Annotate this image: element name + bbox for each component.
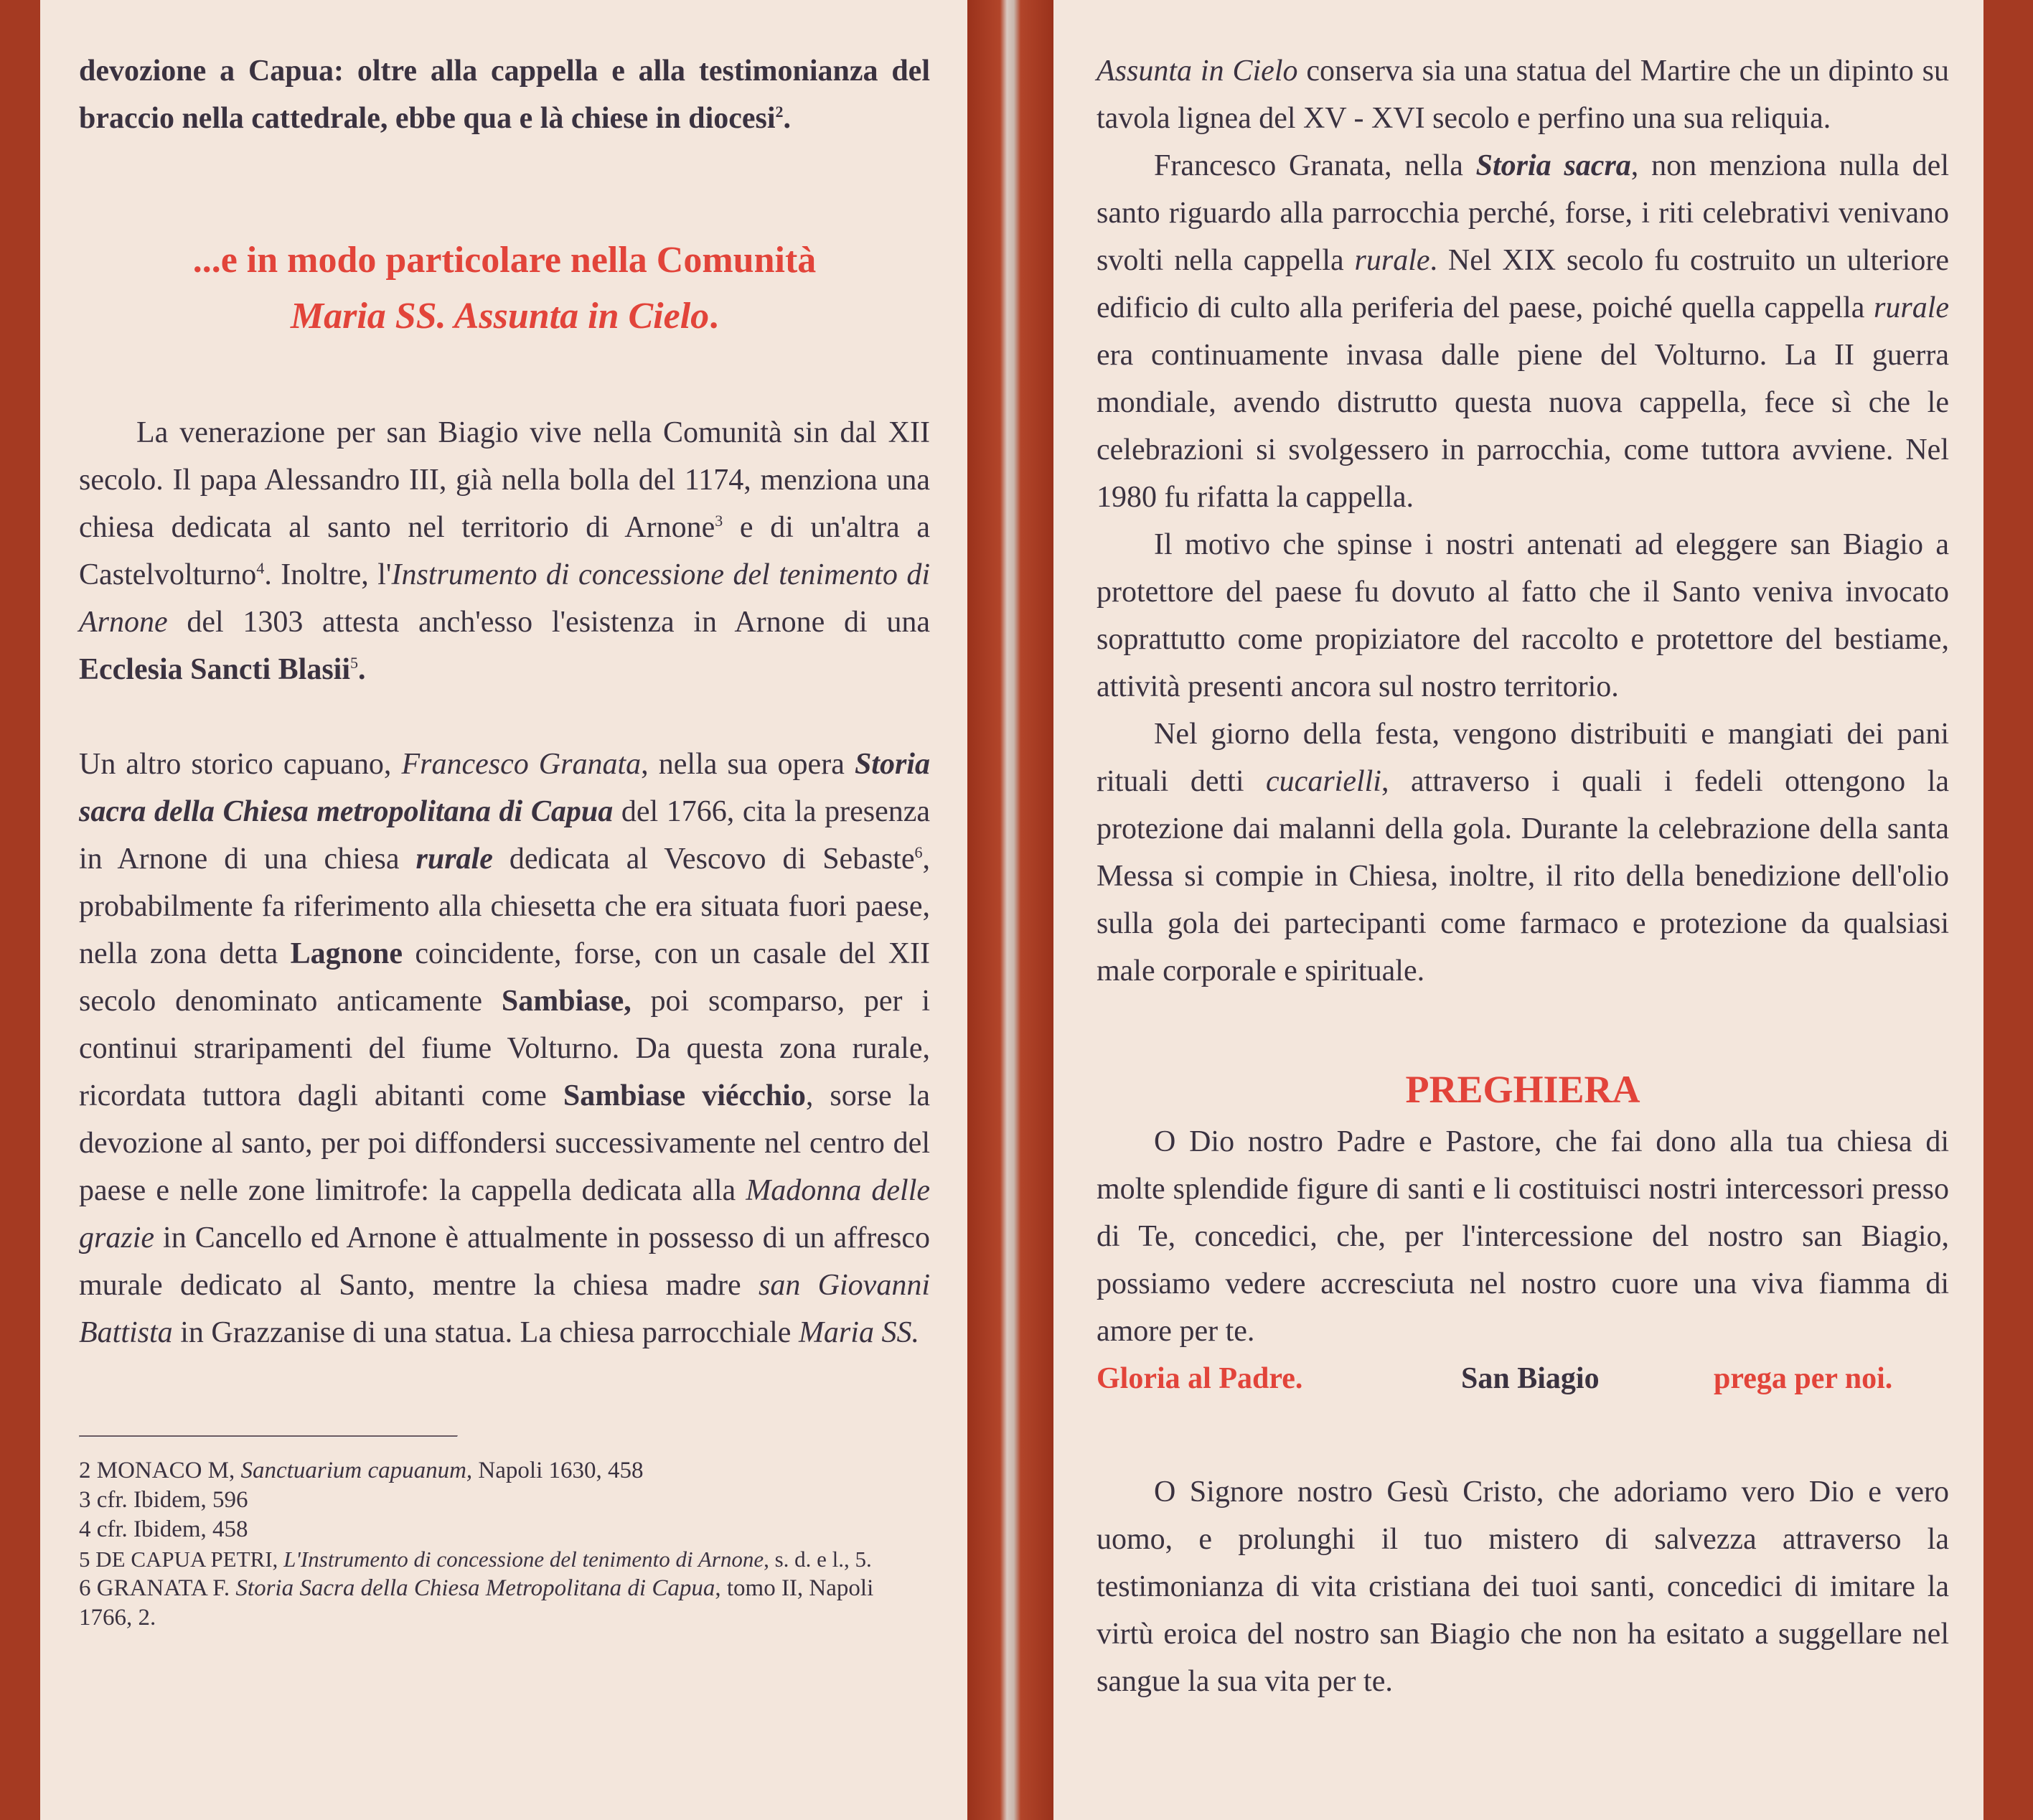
footnote-4: 4 cfr. Ibidem, 458 — [79, 1516, 248, 1542]
bold-run: Sambiase, — [501, 985, 632, 1018]
paragraph-storia-sacra — [1097, 142, 1949, 521]
italic-run: Instrumento di concessione del tenimento di Arnone — [79, 558, 930, 639]
italic-run: Maria SS. — [798, 1316, 919, 1349]
text-run: . — [358, 653, 366, 686]
text-run: Francesco Granata, nella — [1154, 149, 1476, 182]
right-column — [1097, 47, 1949, 1705]
text-run: era continuamente invasa dalle piene del Volturno. La II guerra mondiale, avendo distrutto questa nuova cappella, fece sì che le celebrazioni si svolgessero in parrocchia, come tuttora avviene. Nel 1980 fu rifatta la cappella. — [1097, 339, 1949, 514]
footnote-ref: 5 — [350, 654, 358, 672]
text-run: in Cancello ed Arnone è attualmente in possesso di un affresco murale dedicato al Santo, mentre la chiesa madre — [79, 1221, 930, 1302]
italic-run: rurale — [1354, 244, 1430, 277]
paragraph-assunta — [1097, 47, 1949, 142]
prayer-2: O Signore nostro Gesù Cristo, che adoriamo vero Dio e vero uomo, e prolunghi il tuo mistero di salvezza attraverso la testimonianza di vita cristiana dei tuoi santi, concedici di imitare la virtù eroica del nostro san Biagio che non ha esitato a suggellare nel sangue la sua vita per te. — [1097, 1476, 1949, 1698]
text-run: La venerazione per san Biagio vive nella Comunità sin dal XII secolo. Il papa Alessandro III, già nella bolla del 1174, menziona una chiesa dedicata al santo nel territorio di Arnone — [79, 416, 930, 544]
footnote-3: 3 cfr. Ibidem, 596 — [79, 1487, 248, 1513]
italic-run: L'Instrumento di concessione del tenimento di Arnone — [283, 1547, 764, 1572]
gloria-row — [1097, 1355, 1949, 1402]
center-fold — [967, 0, 1053, 1820]
text-run: 5 DE CAPUA PETRI, — [79, 1547, 284, 1572]
heading-line-2 — [79, 289, 930, 344]
text-run: . Inoltre, l' — [264, 558, 392, 591]
footnote-ref: 2 — [775, 103, 784, 121]
footnote-ref: 6 — [914, 843, 923, 861]
text-run: , non menziona nulla del santo riguardo alla parrocchia perché, forse, i riti celebrativi venivano svolti nella cappella — [1097, 149, 1949, 277]
bold-italic-run: Storia sacra della Chiesa metropolitana di Capua — [79, 748, 930, 828]
italic-run: rurale — [1874, 291, 1949, 324]
prayer-title: PREGHIERA — [1405, 1068, 1640, 1111]
text-run: Nel giorno della festa, vengono distribuiti e mangiati dei pani rituali detti — [1097, 718, 1949, 798]
heading-line-1: ...e in modo particolare nella Comunità — [192, 240, 817, 281]
text-run: e di un'altra a Castelvolturno — [79, 511, 930, 591]
intro-paragraph — [79, 47, 930, 142]
text-run: . Nel XIX secolo fu costruito un ulteriore edificio di culto alla periferia del paese, poiché quella cappella — [1097, 244, 1949, 324]
bold-italic-run: Storia sacra — [1475, 149, 1631, 182]
text-run: conserva sia una statua del Martire che un dipinto su tavola lignea del XV - XVI secolo e perfino una sua reliquia. — [1097, 55, 1949, 135]
paragraph-veneration — [79, 409, 930, 693]
heading-community-name: Maria SS. Assunta in Cielo — [290, 296, 710, 337]
italic-run: Assunta in Cielo — [1097, 55, 1298, 88]
paragraph-motivo: Il motivo che spinse i nostri antenati ad eleggere san Biagio a protettore del paese fu dovuto al fatto che il Santo veniva invocato soprattutto come propiziatore del raccolto e protettore del bestiame, attività presenti ancora sul nostro territorio. — [1097, 528, 1949, 703]
left-border — [0, 0, 40, 1820]
footnote-2 — [79, 1456, 930, 1486]
text-run: del 1303 attesta anch'esso l'esistenza in Arnone di una — [167, 606, 930, 639]
text-run: dedicata al Vescovo di Sebaste — [492, 843, 915, 876]
bold-run: Ecclesia Sancti Blasii — [79, 653, 350, 686]
bold-italic-run: rurale — [415, 843, 493, 876]
italic-run: Sanctuarium capuanum, — [240, 1458, 473, 1483]
paragraph-festa — [1097, 710, 1949, 995]
text-run: Un altro storico capuano, — [79, 748, 402, 781]
footnotes — [79, 1456, 930, 1633]
footnote-5 — [79, 1544, 930, 1574]
prayer-1: O Dio nostro Padre e Pastore, che fai dono alla tua chiesa di molte splendide figure di santi e li costituisci nostri intercessori presso di Te, concedici, che, per l'intercessione del nostro san Biagio, possiamo vedere accresciuta nel nostro cuore una viva fiamma di amore per te. — [1097, 1125, 1949, 1348]
text-run: coincidente, forse, con un casale del XII secolo denominato anticamente — [79, 937, 931, 1018]
san-biagio-label: San Biagio — [1461, 1362, 1600, 1395]
footnote-ref: 4 — [256, 559, 265, 577]
footnote-6 — [79, 1574, 930, 1633]
paragraph-granata — [79, 741, 930, 1356]
italic-run: Storia Sacra della Chiesa Metropolitana di Capua — [235, 1575, 715, 1601]
left-column — [79, 47, 930, 1633]
text-run: del 1766, cita la presenza in Arnone di una chiesa — [79, 795, 930, 876]
italic-run: cucarielli — [1266, 765, 1381, 798]
footnote-ref: 3 — [715, 512, 723, 530]
text-run: , nella sua opera — [641, 748, 855, 781]
section-heading — [79, 233, 930, 344]
italic-run: Francesco Granata — [401, 748, 642, 781]
text-run: Napoli 1630, 458 — [472, 1458, 644, 1483]
text-run: , sorse la devozione al santo, per poi diffondersi successivamente nel centro del paese e nelle zone limitrofe: la cappella dedicata alla — [79, 1079, 930, 1207]
text-run: , attraverso i quali i fedeli ottengono la protezione dai malanni della gola. Durante la celebrazione della santa Messa si compie in Chiesa, inoltre, il rito della benedizione dell'olio sulla gola dei partecipanti come farmaco e protezione da qualsiasi male corporale e spirituale. — [1097, 765, 1950, 988]
heading-line-2-end: . — [709, 296, 719, 337]
intro-text: devozione a Capua: oltre alla cappella e alla testimonianza del braccio nella cattedrale, ebbe qua e là chiese in diocesi — [79, 55, 930, 135]
text-run: , probabilmente fa riferimento alla chiesetta che era situata fuori paese, nella zona detta — [79, 843, 930, 970]
gloria-al-padre: Gloria al Padre. — [1097, 1362, 1303, 1395]
italic-run: Madonna delle grazie — [79, 1174, 931, 1254]
text-run: poi scomparso, per i continui straripamenti del fiume Volturno. Da questa zona rurale, ricordata tuttora dagli abitanti come — [79, 985, 930, 1112]
bold-run: Sambiase viécchio — [563, 1079, 806, 1112]
bold-run: Lagnone — [290, 937, 403, 970]
text-run: 2 MONACO M, — [79, 1458, 241, 1483]
text-run: , tomo II, Napoli 1766, 2. — [79, 1575, 874, 1631]
prega-per-noi: prega per noi. — [1714, 1362, 1893, 1395]
text-run: 6 GRANATA F. — [79, 1575, 236, 1601]
right-border — [1983, 0, 2033, 1820]
text-run: in Grazzanise di una statua. La chiesa parrocchiale — [172, 1316, 799, 1349]
intro-end: . — [783, 102, 792, 135]
text-run: , s. d. e l., 5. — [764, 1547, 872, 1572]
italic-run: san Giovanni Battista — [79, 1269, 930, 1349]
